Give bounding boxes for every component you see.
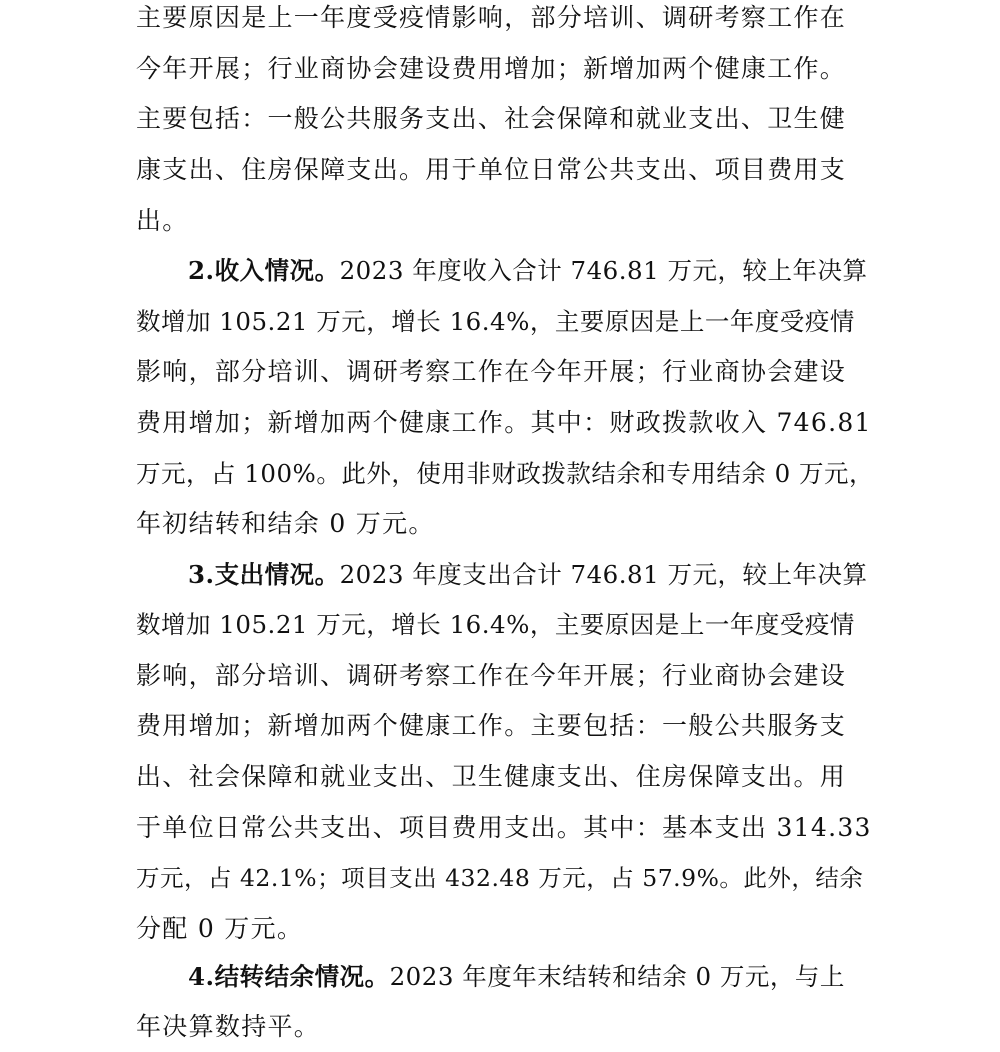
balance-line-1 — [188, 952, 876, 1002]
intro-line-1: 主要原因是上一年度受疫情影响，部分培训、调研考察工作在 — [136, 3, 847, 32]
expenditure-line-1 — [188, 550, 876, 600]
income-line-3: 影响，部分培训、调研考察工作在今年开展；行业商协会建设 — [136, 357, 847, 386]
expenditure-line-6: 于单位日常公共支出、项目费用支出。其中：基本支出 314.33 — [136, 813, 872, 842]
balance-heading: 4.结转结余情况。 — [188, 962, 390, 991]
income-heading: 2.收入情况。 — [188, 256, 340, 285]
intro-line-5: 出。 — [136, 206, 189, 235]
balance-line-1-text: 2023 年度年末结转和结余 0 万元，与上 — [389, 962, 845, 991]
income-line-6: 年初结转和结余 0 万元。 — [136, 509, 435, 538]
balance-line-2: 年决算数持平。 — [136, 1012, 321, 1041]
income-line-4: 费用增加；新增加两个健康工作。其中：财政拨款收入 746.81 — [136, 408, 872, 437]
intro-line-3: 主要包括：一般公共服务支出、社会保障和就业支出、卫生健 — [136, 104, 847, 133]
expenditure-line-2: 数增加 105.21 万元，增长 16.4%，主要原因是上一年度受疫情 — [136, 610, 855, 639]
expenditure-line-8: 分配 0 万元。 — [136, 914, 304, 943]
income-line-2: 数增加 105.21 万元，增长 16.4%，主要原因是上一年度受疫情 — [136, 307, 855, 336]
intro-line-4: 康支出、住房保障支出。用于单位日常公共支出、项目费用支 — [136, 155, 847, 184]
intro-line-2: 今年开展；行业商协会建设费用增加；新增加两个健康工作。 — [136, 54, 847, 83]
income-line-1 — [188, 246, 876, 296]
expenditure-line-3: 影响，部分培训、调研考察工作在今年开展；行业商协会建设 — [136, 661, 847, 690]
expenditure-line-1-text: 2023 年度支出合计 746.81 万元，较上年决算 — [339, 560, 868, 589]
expenditure-line-7: 万元，占 42.1%；项目支出 432.48 万元，占 57.9%。此外，结余 — [136, 864, 864, 892]
expenditure-line-4: 费用增加；新增加两个健康工作。主要包括：一般公共服务支 — [136, 711, 847, 740]
income-line-1-text: 2023 年度收入合计 746.81 万元，较上年决算 — [339, 256, 868, 285]
expenditure-heading: 3.支出情况。 — [188, 560, 340, 589]
income-line-5: 万元，占 100%。此外，使用非财政拨款结余和专用结余 0 万元， — [136, 459, 874, 488]
expenditure-line-5: 出、社会保障和就业支出、卫生健康支出、住房保障支出。用 — [136, 762, 847, 791]
